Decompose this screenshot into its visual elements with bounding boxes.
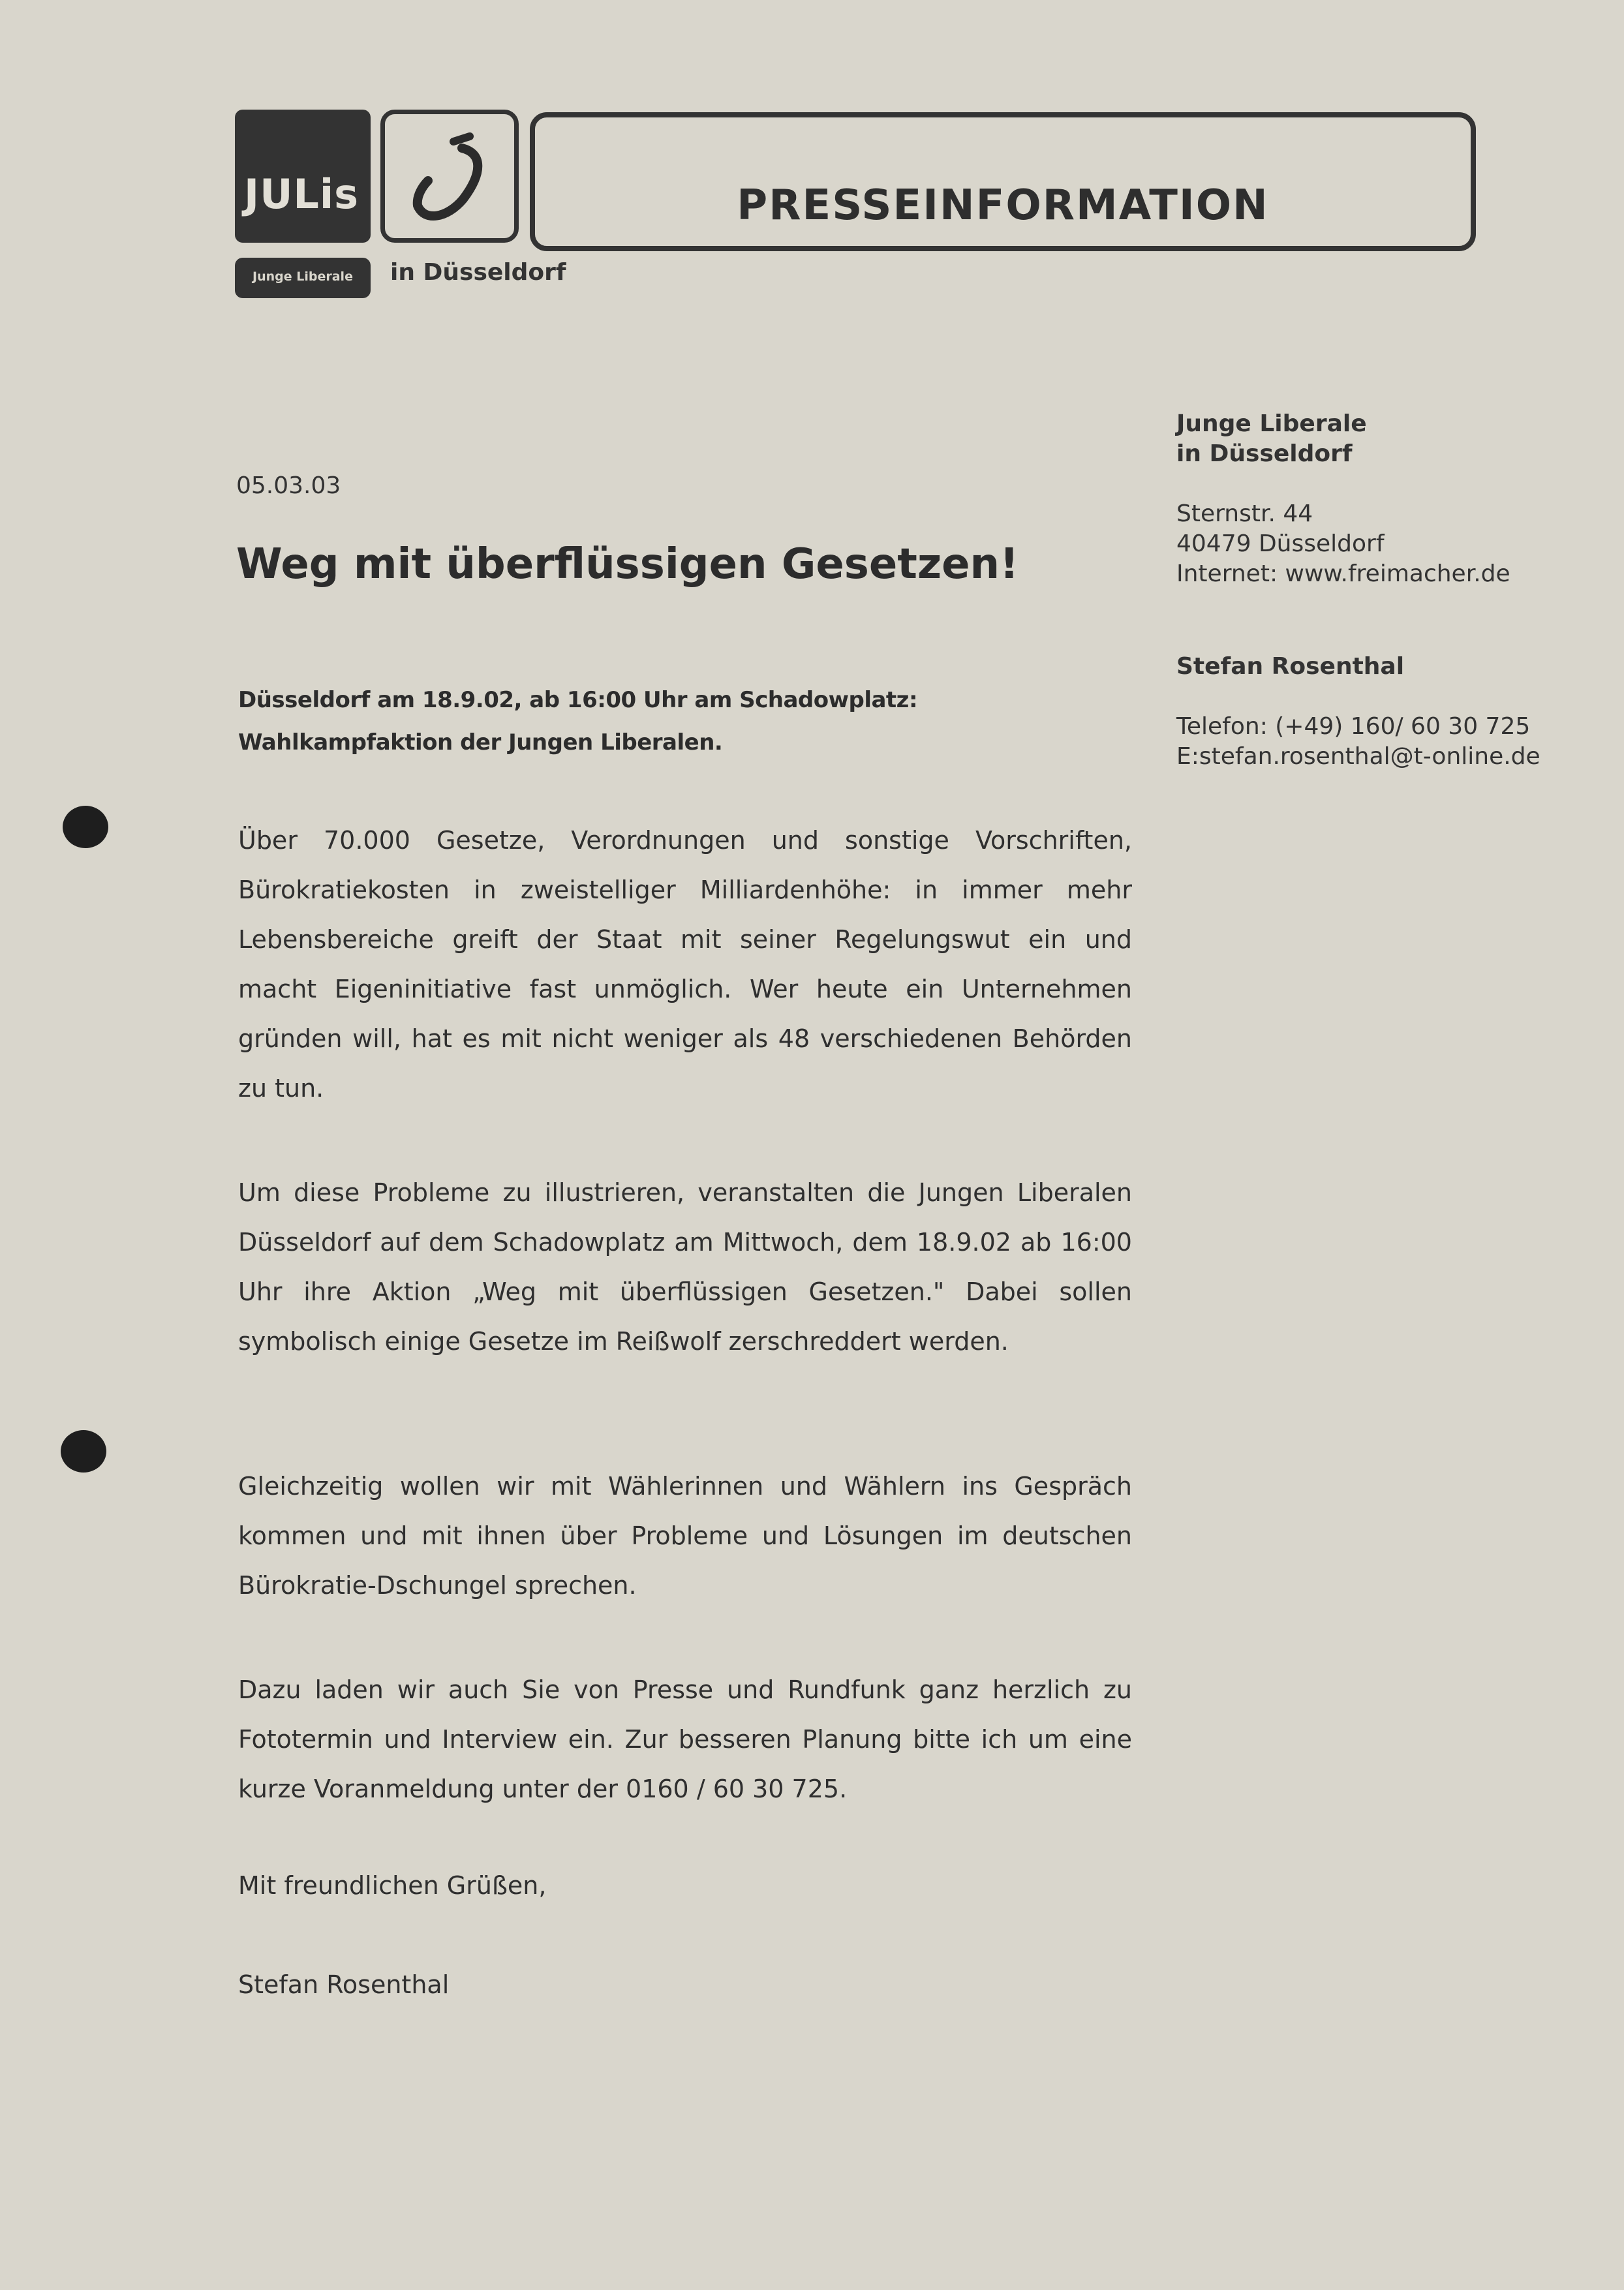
press-info-title: PRESSEINFORMATION bbox=[737, 181, 1269, 230]
header-city: in Düsseldorf bbox=[390, 259, 566, 286]
punch-hole bbox=[63, 806, 108, 848]
subheading-line1: Düsseldorf am 18.9.02, ab 16:00 Uhr am Schadowplatz: bbox=[238, 687, 918, 713]
logo-text: JULis bbox=[244, 170, 360, 218]
body-paragraph: Dazu laden wir auch Sie von Presse und Rundfunk ganz herzlich zu Fototermin und Interview ein. Zur besseren Planung bitte ich um eine kurze Voranmeldung unter der 0160 / 60 30 725. bbox=[238, 1675, 1132, 1803]
julis-j-logo-icon bbox=[380, 110, 519, 243]
headline: Weg mit überflüssigen Gesetzen! bbox=[236, 540, 1019, 588]
closing: Mit freundlichen Grüßen, bbox=[238, 1871, 547, 1900]
sidebar-contact-name: Stefan Rosenthal bbox=[1176, 653, 1405, 680]
press-info-banner bbox=[530, 112, 1476, 251]
sidebar-internet: Internet: www.freimacher.de bbox=[1176, 560, 1510, 587]
body-paragraph: Über 70.000 Gesetze, Verordnungen und sonstige Vorschriften, Bürokratiekosten in zweistelliger Milliardenhöhe: in immer mehr Lebensbereiche greift der Staat mit seiner Regelungswut ein und macht Eigeninitiative fast unmöglich. Wer heute ein Unternehmen gründen will, hat es mit nicht weniger als 48 verschiedenen Behörden zu tun. bbox=[238, 826, 1132, 1103]
badge-text: Junge Liberale bbox=[253, 269, 353, 284]
signature: Stefan Rosenthal bbox=[238, 1970, 450, 1999]
julis-logo bbox=[235, 110, 371, 243]
j-swoosh-icon bbox=[385, 114, 514, 238]
body-paragraph: Um diese Probleme zu illustrieren, veranstalten die Jungen Liberalen Düsseldorf auf dem Schadowplatz am Mittwoch, dem 18.9.02 ab 16:00 Uhr ihre Aktion „Weg mit überflüssigen Gesetzen." Dabei sollen symbolisch einige Gesetze im Reißwolf zerschreddert werden. bbox=[238, 1178, 1132, 1356]
sidebar-org-line2: in Düsseldorf bbox=[1176, 440, 1353, 467]
body-paragraph: Gleichzeitig wollen wir mit Wählerinnen und Wählern ins Gespräch kommen und mit ihnen über Probleme und Lösungen im deutschen Bürokratie-Dschungel sprechen. bbox=[238, 1472, 1132, 1600]
sidebar-email: E:stefan.rosenthal@t-online.de bbox=[1176, 743, 1540, 770]
sidebar-phone: Telefon: (+49) 160/ 60 30 725 bbox=[1176, 713, 1531, 740]
junge-liberale-badge bbox=[235, 258, 371, 298]
punch-hole bbox=[61, 1430, 106, 1473]
sidebar-street: Sternstr. 44 bbox=[1176, 500, 1313, 527]
subheading-line2: Wahlkampfaktion der Jungen Liberalen. bbox=[238, 729, 723, 756]
sidebar-org-line1: Junge Liberale bbox=[1176, 410, 1367, 437]
document-date: 05.03.03 bbox=[236, 472, 341, 499]
sidebar-city: 40479 Düsseldorf bbox=[1176, 530, 1385, 557]
